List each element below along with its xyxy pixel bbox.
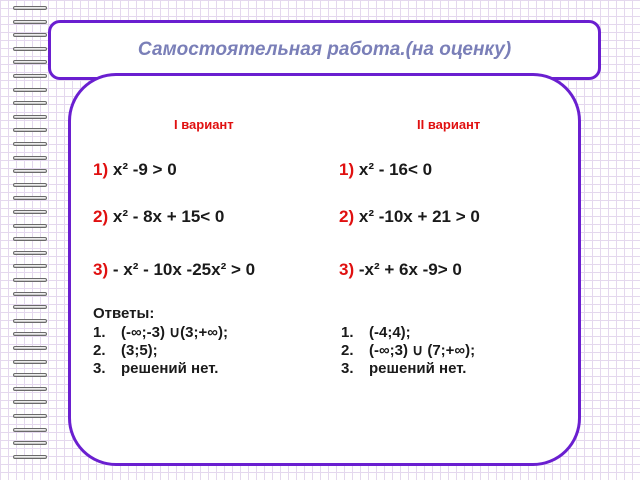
- list-item: 2. (-∞;3) ∪ (7;+∞);: [341, 342, 476, 359]
- variant-2-answers-list: [341, 324, 475, 378]
- task-expression: - x² - 10x -25x² > 0: [112, 260, 256, 279]
- spiral-ring: [13, 428, 47, 432]
- title-box: [48, 20, 601, 80]
- variant-2-task-3: [339, 260, 462, 280]
- task-expression: x² -10x + 21 > 0: [358, 207, 480, 226]
- variant-1-task-2: [93, 207, 224, 227]
- spiral-ring: [13, 47, 47, 51]
- spiral-ring: [13, 88, 47, 92]
- spiral-ring: [13, 60, 47, 64]
- spiral-ring: [13, 115, 47, 119]
- spiral-ring: [13, 20, 47, 24]
- spiral-ring: [13, 292, 47, 296]
- list-item: 1. (-4;4);: [341, 324, 411, 341]
- list-item: 1. (-∞;-3) ∪(3;+∞);: [93, 324, 228, 341]
- spiral-ring: [13, 6, 47, 10]
- spiral-ring: [13, 142, 47, 146]
- task-expression: x² - 16< 0: [358, 160, 433, 179]
- spiral-ring: [13, 156, 47, 160]
- task-expression: x² -9 > 0: [112, 160, 177, 179]
- task-expression: x² - 8x + 15< 0: [112, 207, 225, 226]
- list-item: 3. решений нет.: [341, 360, 467, 377]
- task-number: 3): [93, 260, 109, 279]
- variant-1-task-1: [93, 160, 177, 180]
- spiral-ring: [13, 455, 47, 459]
- variant-2-task-2: [339, 207, 480, 227]
- spiral-ring: [13, 224, 47, 228]
- spiral-ring: [13, 441, 47, 445]
- content-card: [68, 73, 581, 466]
- spiral-ring: [13, 360, 47, 364]
- notebook-spiral-binding: [13, 6, 49, 476]
- spiral-ring: [13, 128, 47, 132]
- spiral-ring: [13, 373, 47, 377]
- spiral-ring: [13, 387, 47, 391]
- task-number: 1): [339, 160, 355, 179]
- spiral-ring: [13, 251, 47, 255]
- spiral-ring: [13, 210, 47, 214]
- variant-2-label: II вариант: [417, 117, 481, 132]
- spiral-ring: [13, 237, 47, 241]
- variant-1-label: I вариант: [174, 117, 234, 132]
- spiral-ring: [13, 101, 47, 105]
- task-expression: -x² + 6x -9> 0: [358, 260, 462, 279]
- spiral-ring: [13, 33, 47, 37]
- variant-1-answers-list: [93, 324, 228, 378]
- spiral-ring: [13, 278, 47, 282]
- spiral-ring: [13, 414, 47, 418]
- task-number: 1): [93, 160, 109, 179]
- list-item: 3. решений нет.: [93, 360, 219, 377]
- variant-2-task-1: [339, 160, 432, 180]
- spiral-ring: [13, 74, 47, 78]
- task-number: 3): [339, 260, 355, 279]
- answers-label: Ответы:: [93, 305, 155, 322]
- spiral-ring: [13, 183, 47, 187]
- task-number: 2): [339, 207, 355, 226]
- task-number: 2): [93, 207, 109, 226]
- spiral-ring: [13, 305, 47, 309]
- spiral-ring: [13, 319, 47, 323]
- spiral-ring: [13, 169, 47, 173]
- variant-1-task-3: [93, 260, 255, 280]
- list-item: 2. (3;5);: [93, 342, 158, 359]
- spiral-ring: [13, 196, 47, 200]
- spiral-ring: [13, 264, 47, 268]
- spiral-ring: [13, 332, 47, 336]
- spiral-ring: [13, 400, 47, 404]
- page-title: Самостоятельная работа.(на оценку): [137, 39, 512, 60]
- spiral-ring: [13, 346, 47, 350]
